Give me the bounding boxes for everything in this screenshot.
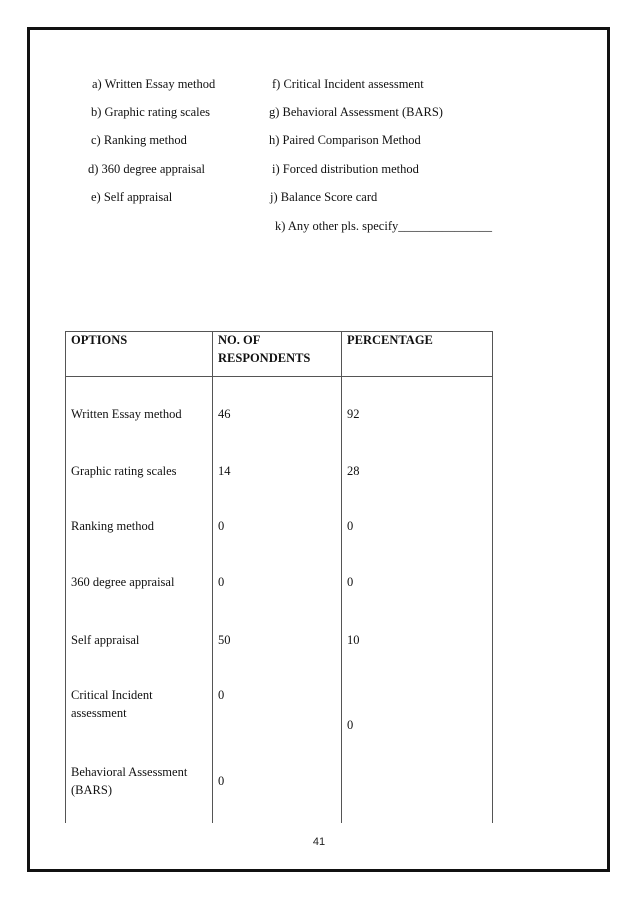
cell-percentage: 10	[347, 633, 360, 647]
cell-respondents: 0	[218, 575, 225, 589]
cell-percentage: 0	[347, 519, 354, 533]
option-a: a) Written Essay method	[92, 77, 216, 91]
cell-respondents: 46	[218, 407, 231, 421]
option-h: h) Paired Comparison Method	[269, 133, 421, 147]
header-options: OPTIONS	[71, 333, 128, 347]
table-header-divider	[65, 376, 493, 377]
option-g: g) Behavioral Assessment (BARS)	[269, 105, 443, 119]
option-j: j) Balance Score card	[270, 190, 378, 204]
option-i: i) Forced distribution method	[272, 162, 419, 176]
cell-option: Graphic rating scales	[71, 464, 177, 478]
cell-respondents: 14	[218, 464, 231, 478]
cell-option: 360 degree appraisal	[71, 575, 175, 589]
cell-option: Critical Incident assessment	[71, 688, 153, 720]
table-divider-1	[212, 331, 213, 823]
header-percentage: PERCENTAGE	[347, 333, 433, 347]
option-d: d) 360 degree appraisal	[88, 162, 205, 176]
cell-respondents: 50	[218, 633, 231, 647]
cell-percentage: 0	[347, 718, 354, 732]
cell-option: Behavioral Assessment (BARS)	[71, 765, 188, 797]
page-number: 41	[312, 836, 326, 848]
cell-respondents: 0	[218, 519, 225, 533]
cell-option: Written Essay method	[71, 407, 182, 421]
cell-respondents: 0	[218, 688, 225, 702]
cell-percentage: 92	[347, 407, 360, 421]
header-respondents: NO. OF RESPONDENTS	[218, 333, 311, 365]
results-table	[65, 331, 493, 823]
cell-respondents: 0	[218, 774, 225, 788]
option-k: k) Any other pls. specify_______________	[275, 219, 492, 233]
table-divider-2	[341, 331, 342, 823]
table-border-left	[65, 331, 66, 823]
option-f: f) Critical Incident assessment	[272, 77, 424, 91]
table-border-right	[492, 331, 493, 823]
cell-percentage: 0	[347, 575, 354, 589]
cell-option: Ranking method	[71, 519, 154, 533]
option-e: e) Self appraisal	[91, 190, 173, 204]
option-c: c) Ranking method	[91, 133, 187, 147]
cell-percentage: 28	[347, 464, 360, 478]
option-b: b) Graphic rating scales	[91, 105, 211, 119]
cell-option: Self appraisal	[71, 633, 140, 647]
